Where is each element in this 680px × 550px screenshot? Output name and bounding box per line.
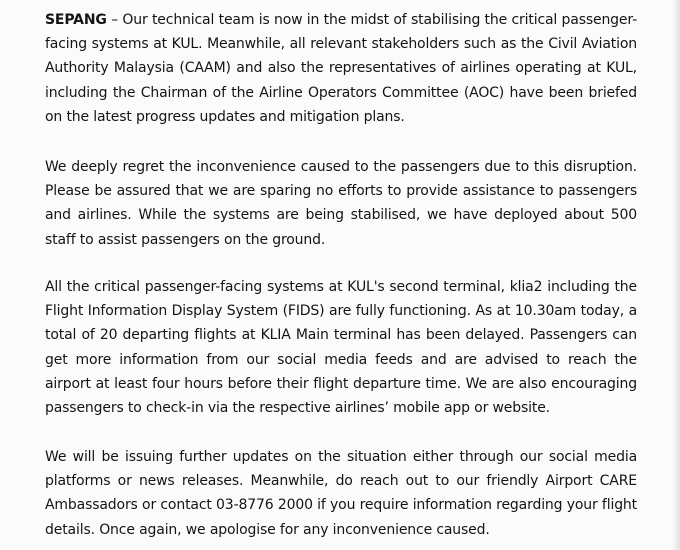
page-edge-shadow <box>672 0 680 550</box>
paragraph-3: All the critical passenger-facing systems at KUL's second terminal, klia2 including the Flight Information Display System (FIDS) are fully functioning. As at 10.30am today, a total of 20 departing flights at KLIA Main terminal has been delayed. Passengers can get more information from our social media feeds and are advised to reach the airport at least four hours before their flight departure time. We are also encouraging passengers to check-in via the respective airlines’ mobile app or website. <box>45 279 637 417</box>
paragraph-4: We will be issuing further updates on the situation either through our social media platforms or news releases. Meanwhile, do reach out to our friendly Airport CARE Ambassadors or contact 03-8776 2000 if you require information regarding your flight details. Once again, we apologise for any inconvenience caused. <box>45 449 637 538</box>
dateline: SEPANG <box>45 12 107 28</box>
paragraph-1-text: Our technical team is now in the midst of stabilising the critical passenger-facing systems at KUL. Meanwhile, all relevant stakeholders such as the Civil Aviation Authority Malaysia (CAAM) and also the representatives of airlines operating at KUL, including the Chairman of the Airline Operators Committee (AOC) have been briefed on the latest progress updates and mitigation plans. <box>45 12 637 125</box>
dateline-separator: – <box>106 12 123 28</box>
paragraph-1 <box>45 8 637 129</box>
paragraph-2: We deeply regret the inconvenience caused to the passengers due to this disruption. Please be assured that we are sparing no efforts to provide assistance to passengers and airlines. While the systems are being stabilised, we have deployed about 500 staff to assist passengers on the ground. <box>45 159 637 248</box>
